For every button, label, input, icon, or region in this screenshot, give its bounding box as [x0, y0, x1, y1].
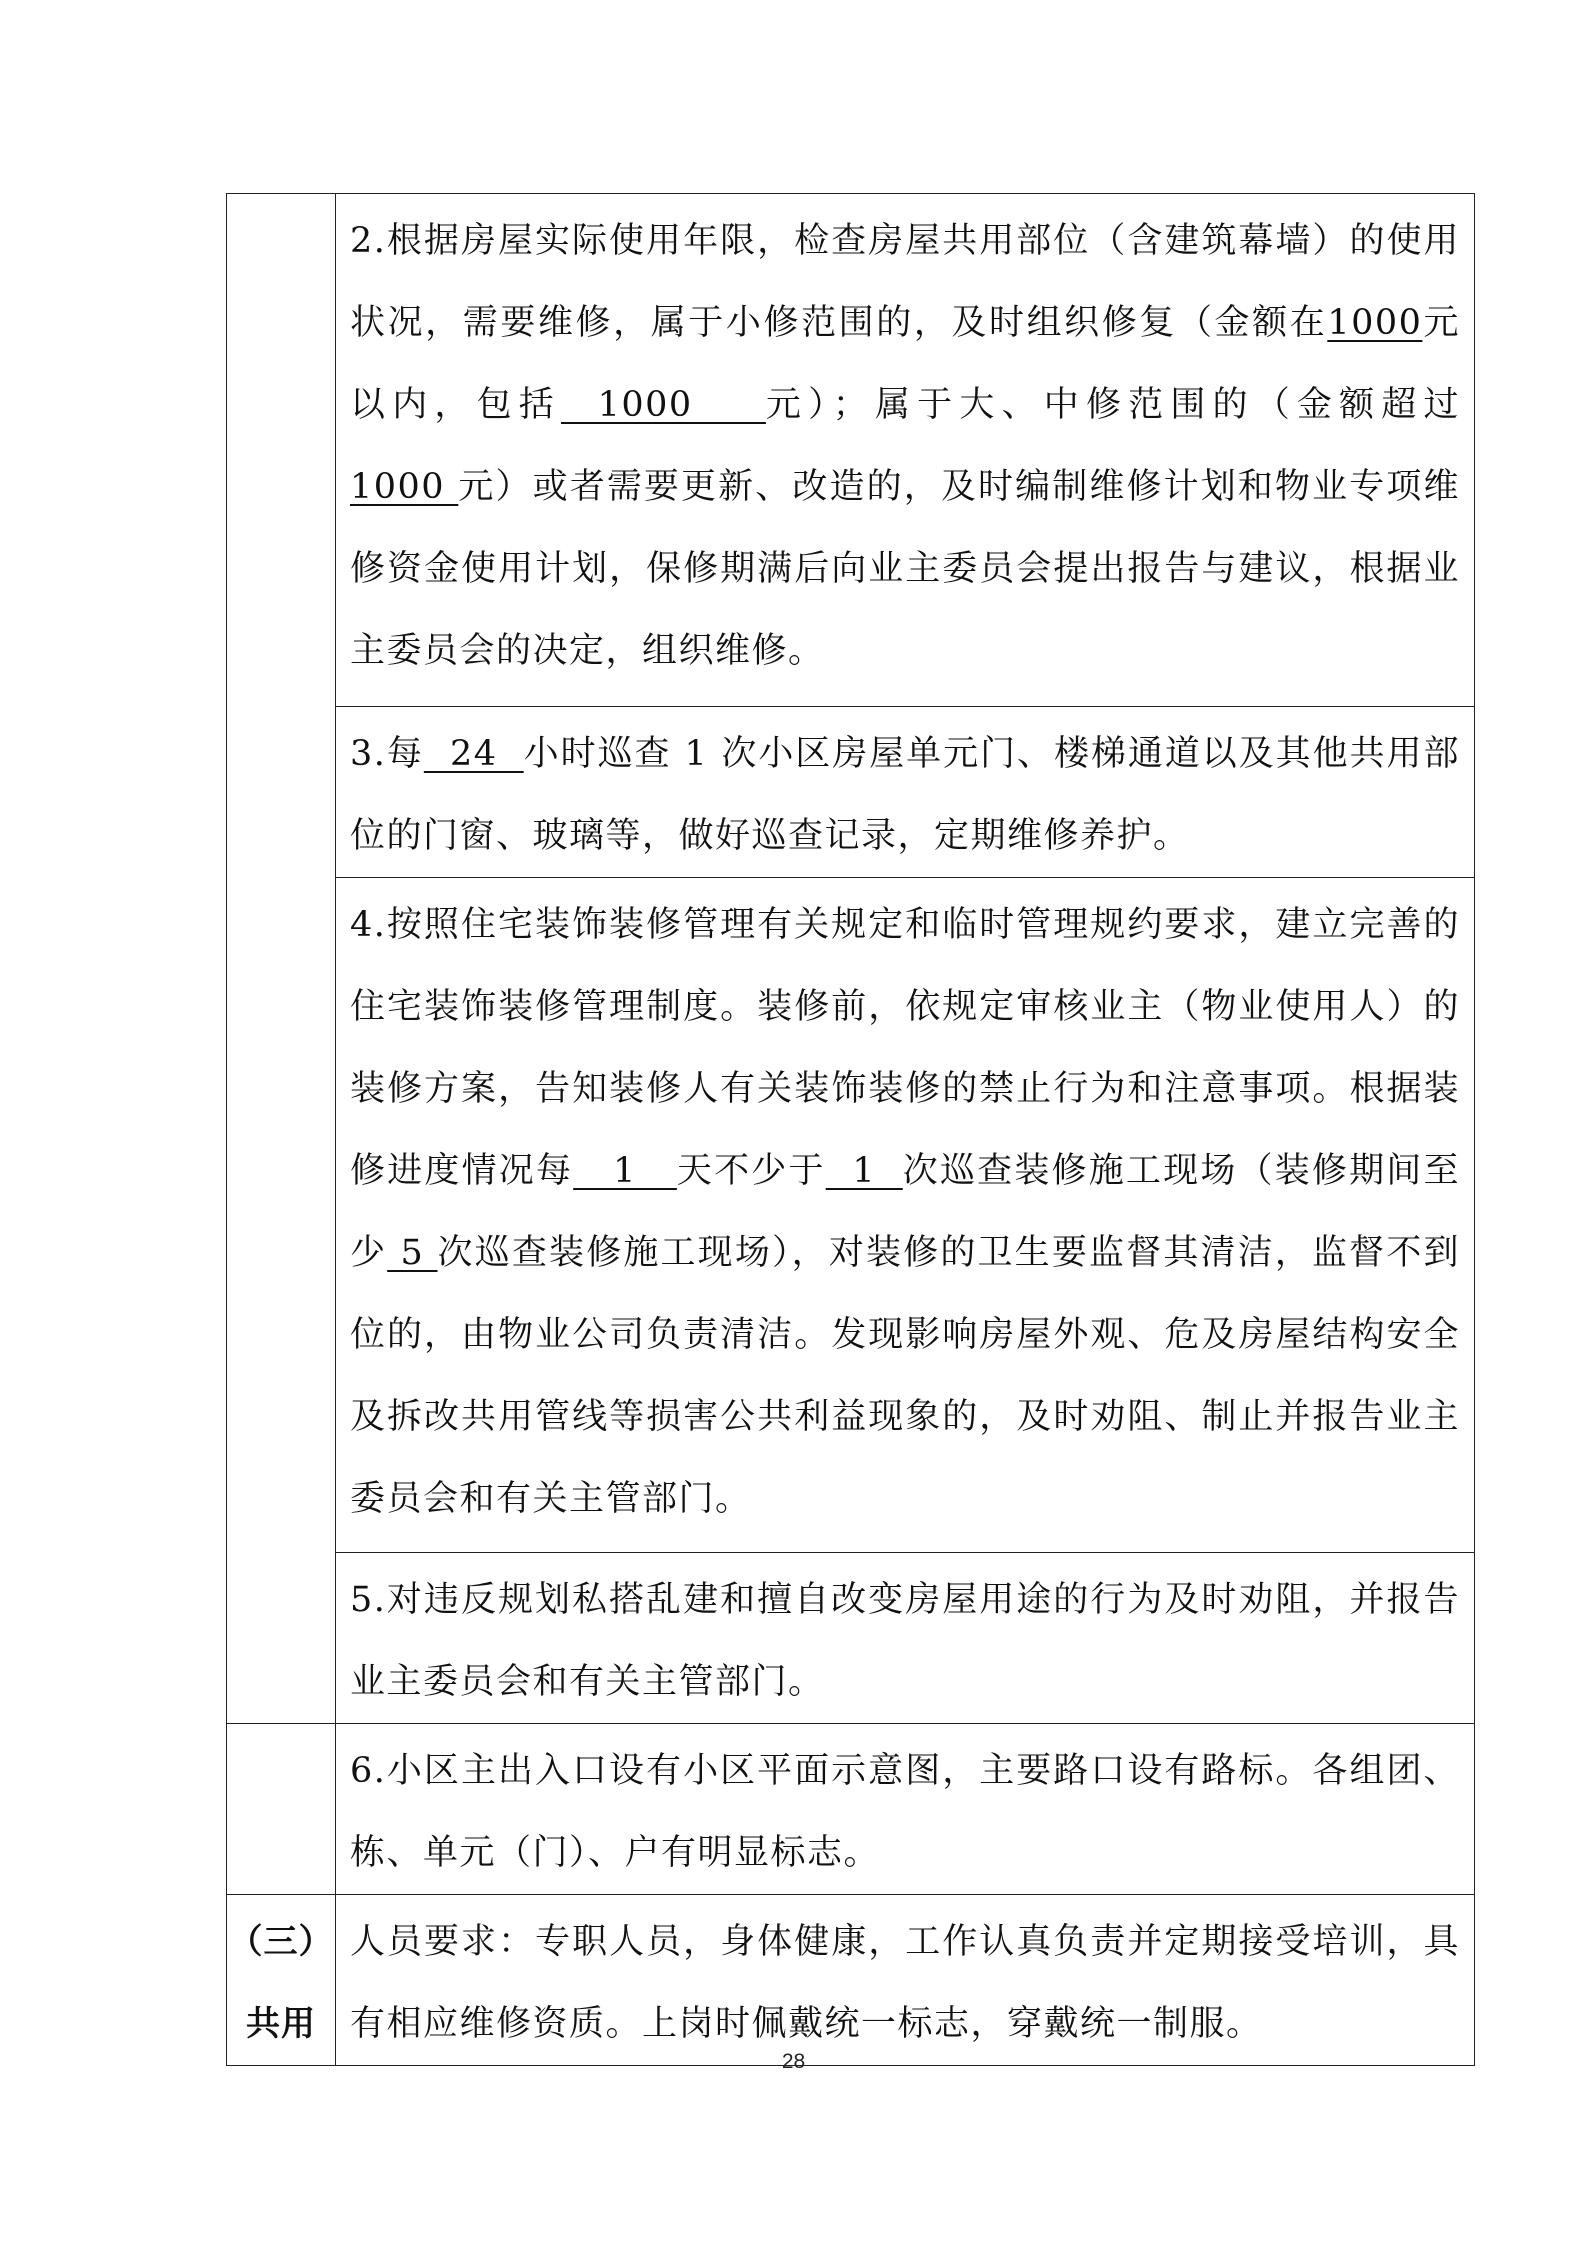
blank-hours: 24 — [423, 734, 524, 774]
section-label — [227, 1895, 335, 2065]
item-6-cell — [336, 1724, 1475, 1895]
table-row — [227, 1553, 1475, 1724]
table-row — [227, 1724, 1475, 1895]
page-number: 28 — [781, 2050, 806, 2073]
item-2-cell — [336, 194, 1475, 707]
item-4-text: 4.按照住宅装饰装修管理有关规定和临时管理规约要求，建立完善的住宅装饰装修管理制度。装修前，依规定审核业主（物业使用人）的装修方案，告知装修人有关装饰装修的禁止行为和注意事项。根据装修进度情况每 1 天不少于 1 次巡查装修施工现场（装修期间至少 5 次巡查装修施工现场），对装修的卫生要监督其清洁，监督不到位的，由物业公司负责清洁。发现影响房屋外观、危及房屋结构安全及拆改共用管线等损害公共利益现象的，及时劝阻、制止并报告业主委员会和有关主管部门。 — [350, 905, 1460, 1519]
blank-amount-large: 1000 — [350, 467, 459, 507]
blank-amount-small: 1000 — [1327, 303, 1423, 343]
table-row — [227, 707, 1475, 878]
table-row — [227, 1895, 1475, 2066]
item-3-cell — [336, 707, 1475, 878]
left-cell-merged — [227, 194, 336, 1724]
staff-requirements-text: 人员要求：专职人员，身体健康，工作认真负责并定期接受培训，具有相应维修资质。上岗时佩戴统一标志，穿戴统一制服。 — [350, 1922, 1460, 2044]
section-number: （三） — [228, 1922, 334, 1962]
item-2-text: 2.根据房屋实际使用年限，检查房屋共用部位（含建筑幕墙）的使用状况，需要维修，属于小修范围的，及时组织修复（金额在1000元以内，包括 1000 元）；属于大、中修范围的（金额超过1000 元）或者需要更新、改造的，及时编制维修计划和物业专项维修资金使用计划，保修期满后向业主委员会提出报告与建议，根据业主委员会的决定，组织维修。 — [350, 221, 1460, 671]
left-cell-empty — [227, 1724, 336, 1895]
item-5-text: 5.对违反规划私搭乱建和擅自改变房屋用途的行为及时劝阻，并报告业主委员会和有关主管部门。 — [350, 1580, 1460, 1702]
blank-days: 1 — [573, 1151, 677, 1191]
item-5-cell — [336, 1553, 1475, 1724]
blank-times: 1 — [825, 1151, 903, 1191]
blank-min-inspections: 5 — [387, 1233, 438, 1273]
table-row — [227, 194, 1475, 707]
item-6-text: 6.小区主出入口设有小区平面示意图，主要路口设有路标。各组团、栋、单元（门）、户有明显标志。 — [350, 1751, 1460, 1873]
staff-requirements-cell — [336, 1895, 1475, 2066]
item-3-text: 3.每 24 小时巡查 1 次小区房屋单元门、楼梯通道以及其他共用部位的门窗、玻璃等，做好巡查记录，定期维修养护。 — [350, 734, 1460, 856]
item-4-cell — [336, 878, 1475, 1553]
table-row — [227, 878, 1475, 1553]
content-table — [226, 193, 1475, 2066]
section-title: 共用 — [246, 2004, 316, 2044]
section-label-cell — [227, 1895, 336, 2066]
blank-amount-including: 1000 — [560, 385, 766, 425]
